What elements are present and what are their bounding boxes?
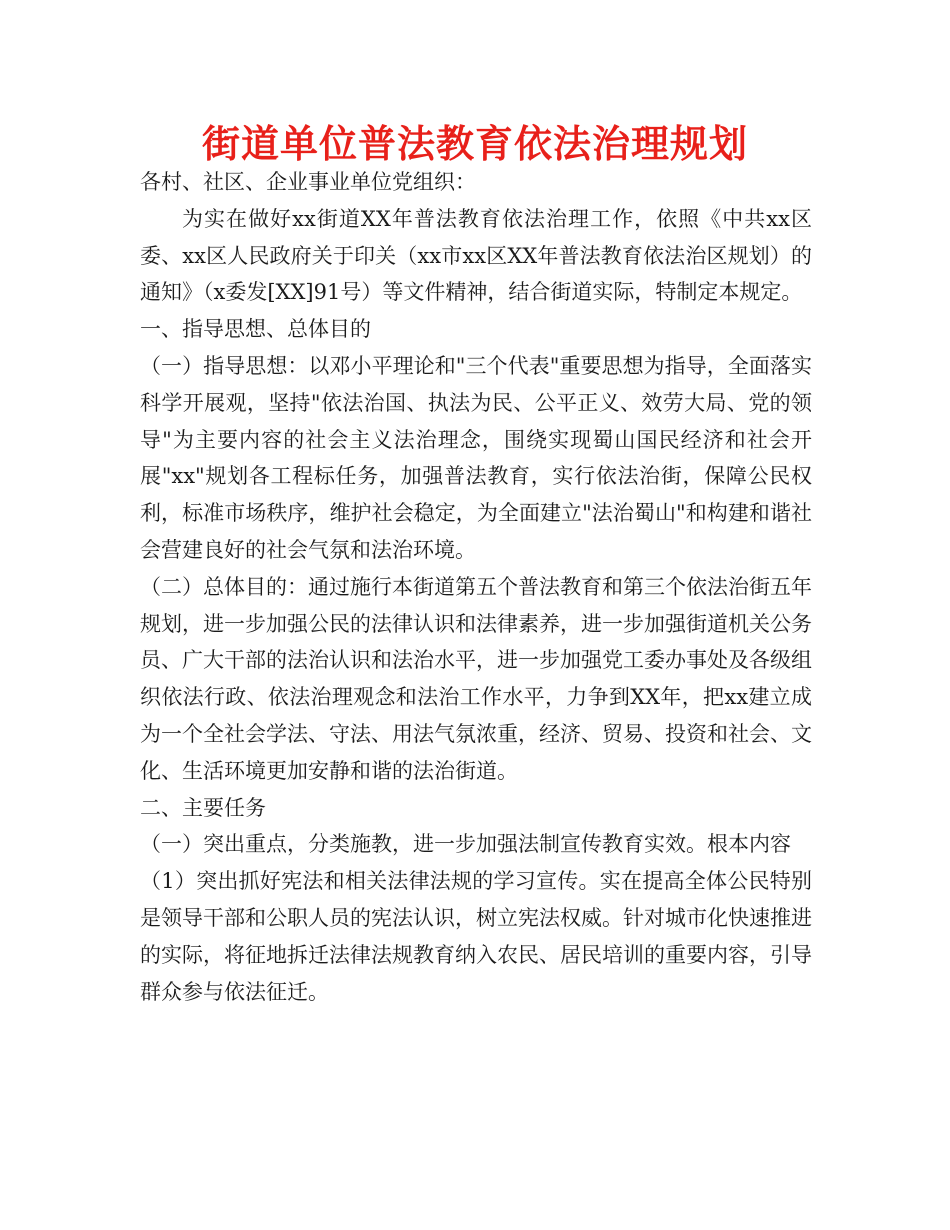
paragraph-guiding-thought: （一）指导思想：以邓小平理论和"三个代表"重要思想为指导，全面落实科学开展观，坚持"依法治国、执法为民、公平正义、效劳大局、党的领导"为主要内容的社会主义法治理念，围绕实现蜀山国民经济和社会开展"xx"规划各工程标任务，加强普法教育，实行依法治街，保障公民权利，标准市场秩序，维护社会稳定，为全面建立"法治蜀山"和构建和谐社会营建良好的社会气氛和法治环境。: [140, 353, 812, 562]
paragraph-overall-goal: （二）总体目的：通过施行本街道第五个普法教育和第三个依法治街五年规划，进一步加强公民的法律认识和法律素养，进一步加强街道机关公务员、广大干部的法治认识和法治水平，进一步加强党工委办事处及各级组织依法行政、依法治理观念和法治工作水平，力争到XX年，把xx建立成为一个全社会学法、守法、用法气氛浓重，经济、贸易、投资和社会、文化、生活环境更加安静和谐的法治街道。: [140, 574, 812, 783]
paragraph-task-constitution: （1）突出抓好宪法和相关法律法规的学习宣传。实在提高全体公民特别是领导干部和公职人员的宪法认识，树立宪法权威。针对城市化快速推进的实际，将征地拆迁法律法规教育纳入农民、居民培训的重要内容，引导群众参与依法征迁。: [140, 869, 812, 1004]
section-heading-main-tasks: 二、主要任务: [140, 795, 266, 820]
document-title: 街道单位普法教育依法治理规划: [201, 122, 748, 166]
section-heading-guiding-thought: 一、指导思想、总体目的: [140, 317, 371, 342]
paragraph-task-focus: （一）突出重点，分类施教，进一步加强法制宣传教育实效。根本内容: [140, 832, 791, 857]
intro-paragraph: 为实在做好xx街道XX年普法教育依法治理工作，依照《中共xx区委、xx区人民政府关于印关（xx市xx区XX年普法教育依法治区规划）的通知》（x委发[XX]91号）等文件精神，结合街道实际，特制定本规定。: [140, 206, 812, 305]
salutation: 各村、社区、企业事业单位党组织：: [140, 170, 476, 194]
document-body: [140, 164, 812, 1010]
